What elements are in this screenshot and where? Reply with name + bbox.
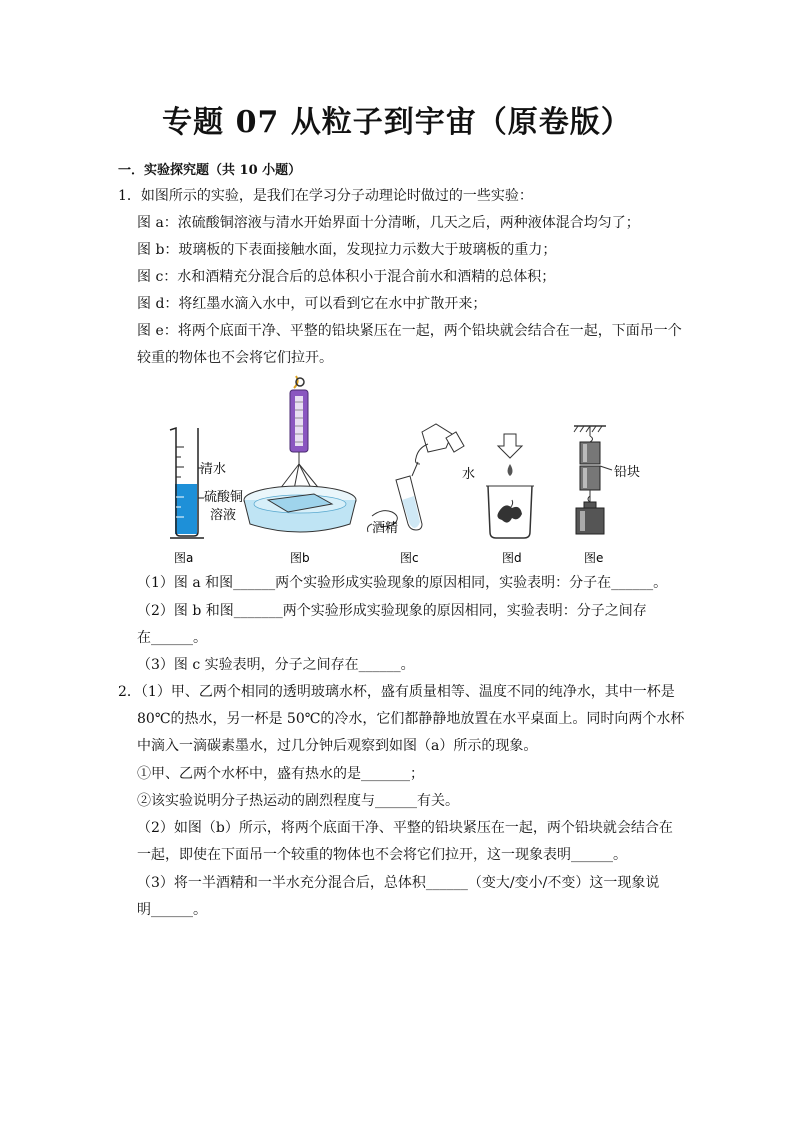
section-heading: 一．实验探究题（共 10 小题）: [118, 163, 302, 178]
q2-line3: 中滴入一滴碳素墨水，过几分钟后观察到如图（a）所示的现象。: [137, 738, 538, 754]
q1-item-a: 图 a：浓硫酸铜溶液与清水开始界面十分清晰，几天之后，两种液体混合均匀了；: [137, 215, 640, 231]
caption-d: 图d: [502, 551, 522, 565]
q2-line9: 明______。: [137, 902, 207, 918]
q1-item-c: 图 c：水和酒精充分混合后的总体积小于混合前水和酒精的总体积；: [137, 269, 556, 285]
q2-line4: ①甲、乙两个水杯中，盛有热水的是_______；: [137, 766, 424, 782]
label-water-c: 水: [462, 467, 476, 482]
label-water: 清水: [200, 462, 227, 477]
caption-c: 图c: [400, 551, 419, 565]
q1-sub3: （3）图 c 实验表明，分子之间存在______。: [137, 657, 415, 673]
q1-sub1: （1）图 a 和图______两个实验形成实验现象的原因相同，实验表明：分子在______。: [137, 575, 668, 591]
figure-e-lead-blocks: [574, 426, 640, 565]
label-lead: 铅块: [614, 465, 641, 480]
q2-line5: ②该实验说明分子热运动的剧烈程度与______有关。: [137, 793, 459, 809]
q2-line2: 80℃的热水，另一杯是 50℃的冷水，它们都静静地放置在水平桌面上。同时向两个水杯: [137, 711, 685, 727]
label-alcohol: 酒精: [372, 521, 399, 536]
q2-line1: 2．（1）甲、乙两个相同的透明玻璃水杯，盛有质量相等、温度不同的纯净水，其中一杯是: [118, 684, 675, 700]
q2-line7: 一起，即使在下面吊一个较重的物体也不会将它们拉开，这一现象表明______。: [137, 847, 627, 863]
q2-line8: （3）将一半酒精和一半水充分混合后，总体积______（变大/变小/不变）这一现象说: [137, 875, 660, 891]
label-cuso4-line1: 硫酸铜: [204, 490, 244, 505]
label-cuso4-line2: 溶液: [210, 508, 237, 523]
figure-c-test-tube: [368, 424, 476, 565]
figure-d-beaker: [486, 434, 534, 565]
q1-item-e-line1: 图 e：将两个底面干净、平整的铅块紧压在一起，两个铅块就会结合在一起，下面吊一个: [137, 323, 682, 339]
experiment-figure: [160, 372, 660, 568]
caption-e: 图e: [584, 551, 604, 565]
page-title: 专题 07 从粒子到宇宙（原卷版）: [162, 105, 632, 140]
q1-item-e-line2: 较重的物体也不会将它们拉开。: [137, 350, 333, 366]
figure-a-cylinder: [170, 428, 243, 538]
q2-line6: （2）如图（b）所示，将两个底面干净、平整的铅块紧压在一起，两个铅块就会结合在: [137, 820, 673, 836]
q1-item-b: 图 b：玻璃板的下表面接触水面，发现拉力示数大于玻璃板的重力；: [137, 242, 557, 258]
figure-b-spring-scale: [244, 376, 356, 565]
q1-sub2-line1: （2）图 b 和图_______两个实验形成实验现象的原因相同，实验表明：分子之间存: [137, 603, 647, 619]
q1-item-d: 图 d：将红墨水滴入水中，可以看到它在水中扩散开来；: [137, 296, 487, 312]
caption-a: 图a: [174, 551, 194, 565]
q1-stem: 1．如图所示的实验，是我们在学习分子动理论时做过的一些实验：: [118, 188, 533, 204]
q1-sub2-line2: 在______。: [137, 630, 207, 646]
caption-b: 图b: [290, 551, 310, 565]
